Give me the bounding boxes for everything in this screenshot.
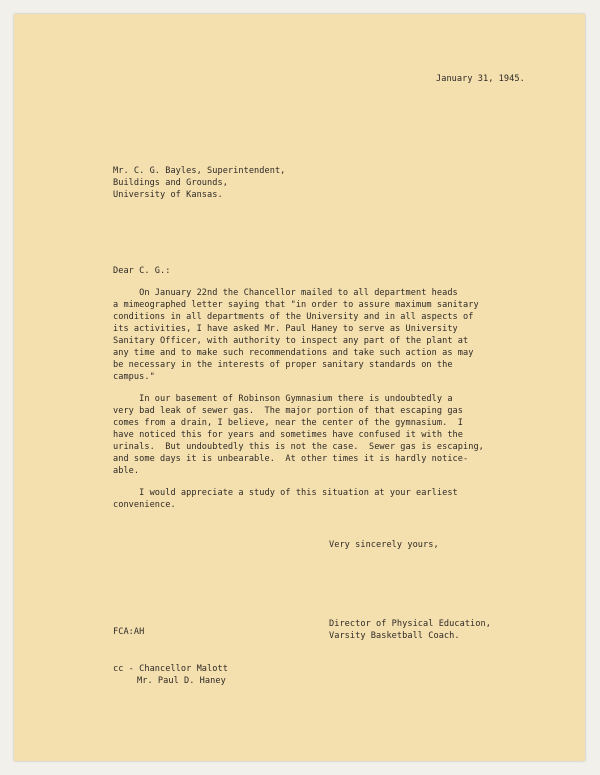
paragraph-1-line: any time and to make such recommendations and take such action as may <box>113 348 474 358</box>
address-line: Buildings and Grounds, <box>113 178 228 188</box>
paragraph-2-line: comes from a drain, I believe, near the center of the gymnasium. I <box>113 418 463 428</box>
paragraph-2-line: urinals. But undoubtedly this is not the case. Sewer gas is escaping, <box>113 442 484 452</box>
signature-title: Director of Physical Education, <box>329 619 491 629</box>
paragraph-1-line: conditions in all departments of the University and in all aspects of <box>113 312 474 322</box>
paragraph-1-line: a mimeographed letter saying that "in order to assure maximum sanitary <box>113 300 479 310</box>
paragraph-1-line: its activities, I have asked Mr. Paul Haney to serve as University <box>113 324 458 334</box>
paragraph-2-line: In our basement of Robinson Gymnasium there is undoubtedly a <box>113 394 453 404</box>
paragraph-1-line: On January 22nd the Chancellor mailed to all department heads <box>113 288 458 298</box>
paragraph-2-line: and some days it is unbearable. At other times it is hardly notice- <box>113 454 469 464</box>
address-line: Mr. C. G. Bayles, Superintendent, <box>113 166 286 176</box>
paragraph-2-line: able. <box>113 466 140 476</box>
signature-title: Varsity Basketball Coach. <box>329 631 460 641</box>
paragraph-1-line: campus." <box>113 372 155 382</box>
cc-line: Mr. Paul D. Haney <box>137 676 226 686</box>
closing: Very sincerely yours, <box>329 540 439 550</box>
paragraph-2-line: very bad leak of sewer gas. The major portion of that escaping gas <box>113 406 463 416</box>
letter-date: January 31, 1945. <box>436 74 525 84</box>
salutation: Dear C. G.: <box>113 266 171 276</box>
paragraph-1-line: Sanitary Officer, with authority to inspect any part of the plant at <box>113 336 469 346</box>
paragraph-3-line: convenience. <box>113 500 176 510</box>
letter-page <box>14 14 585 761</box>
typist-initials: FCA:AH <box>113 627 145 637</box>
paragraph-1-line: be necessary in the interests of proper sanitary standards on the <box>113 360 453 370</box>
paragraph-2-line: have noticed this for years and sometimes have confused it with the <box>113 430 463 440</box>
paragraph-3-line: I would appreciate a study of this situation at your earliest <box>113 488 458 498</box>
cc-line: cc - Chancellor Malott <box>113 664 228 674</box>
address-line: University of Kansas. <box>113 190 223 200</box>
